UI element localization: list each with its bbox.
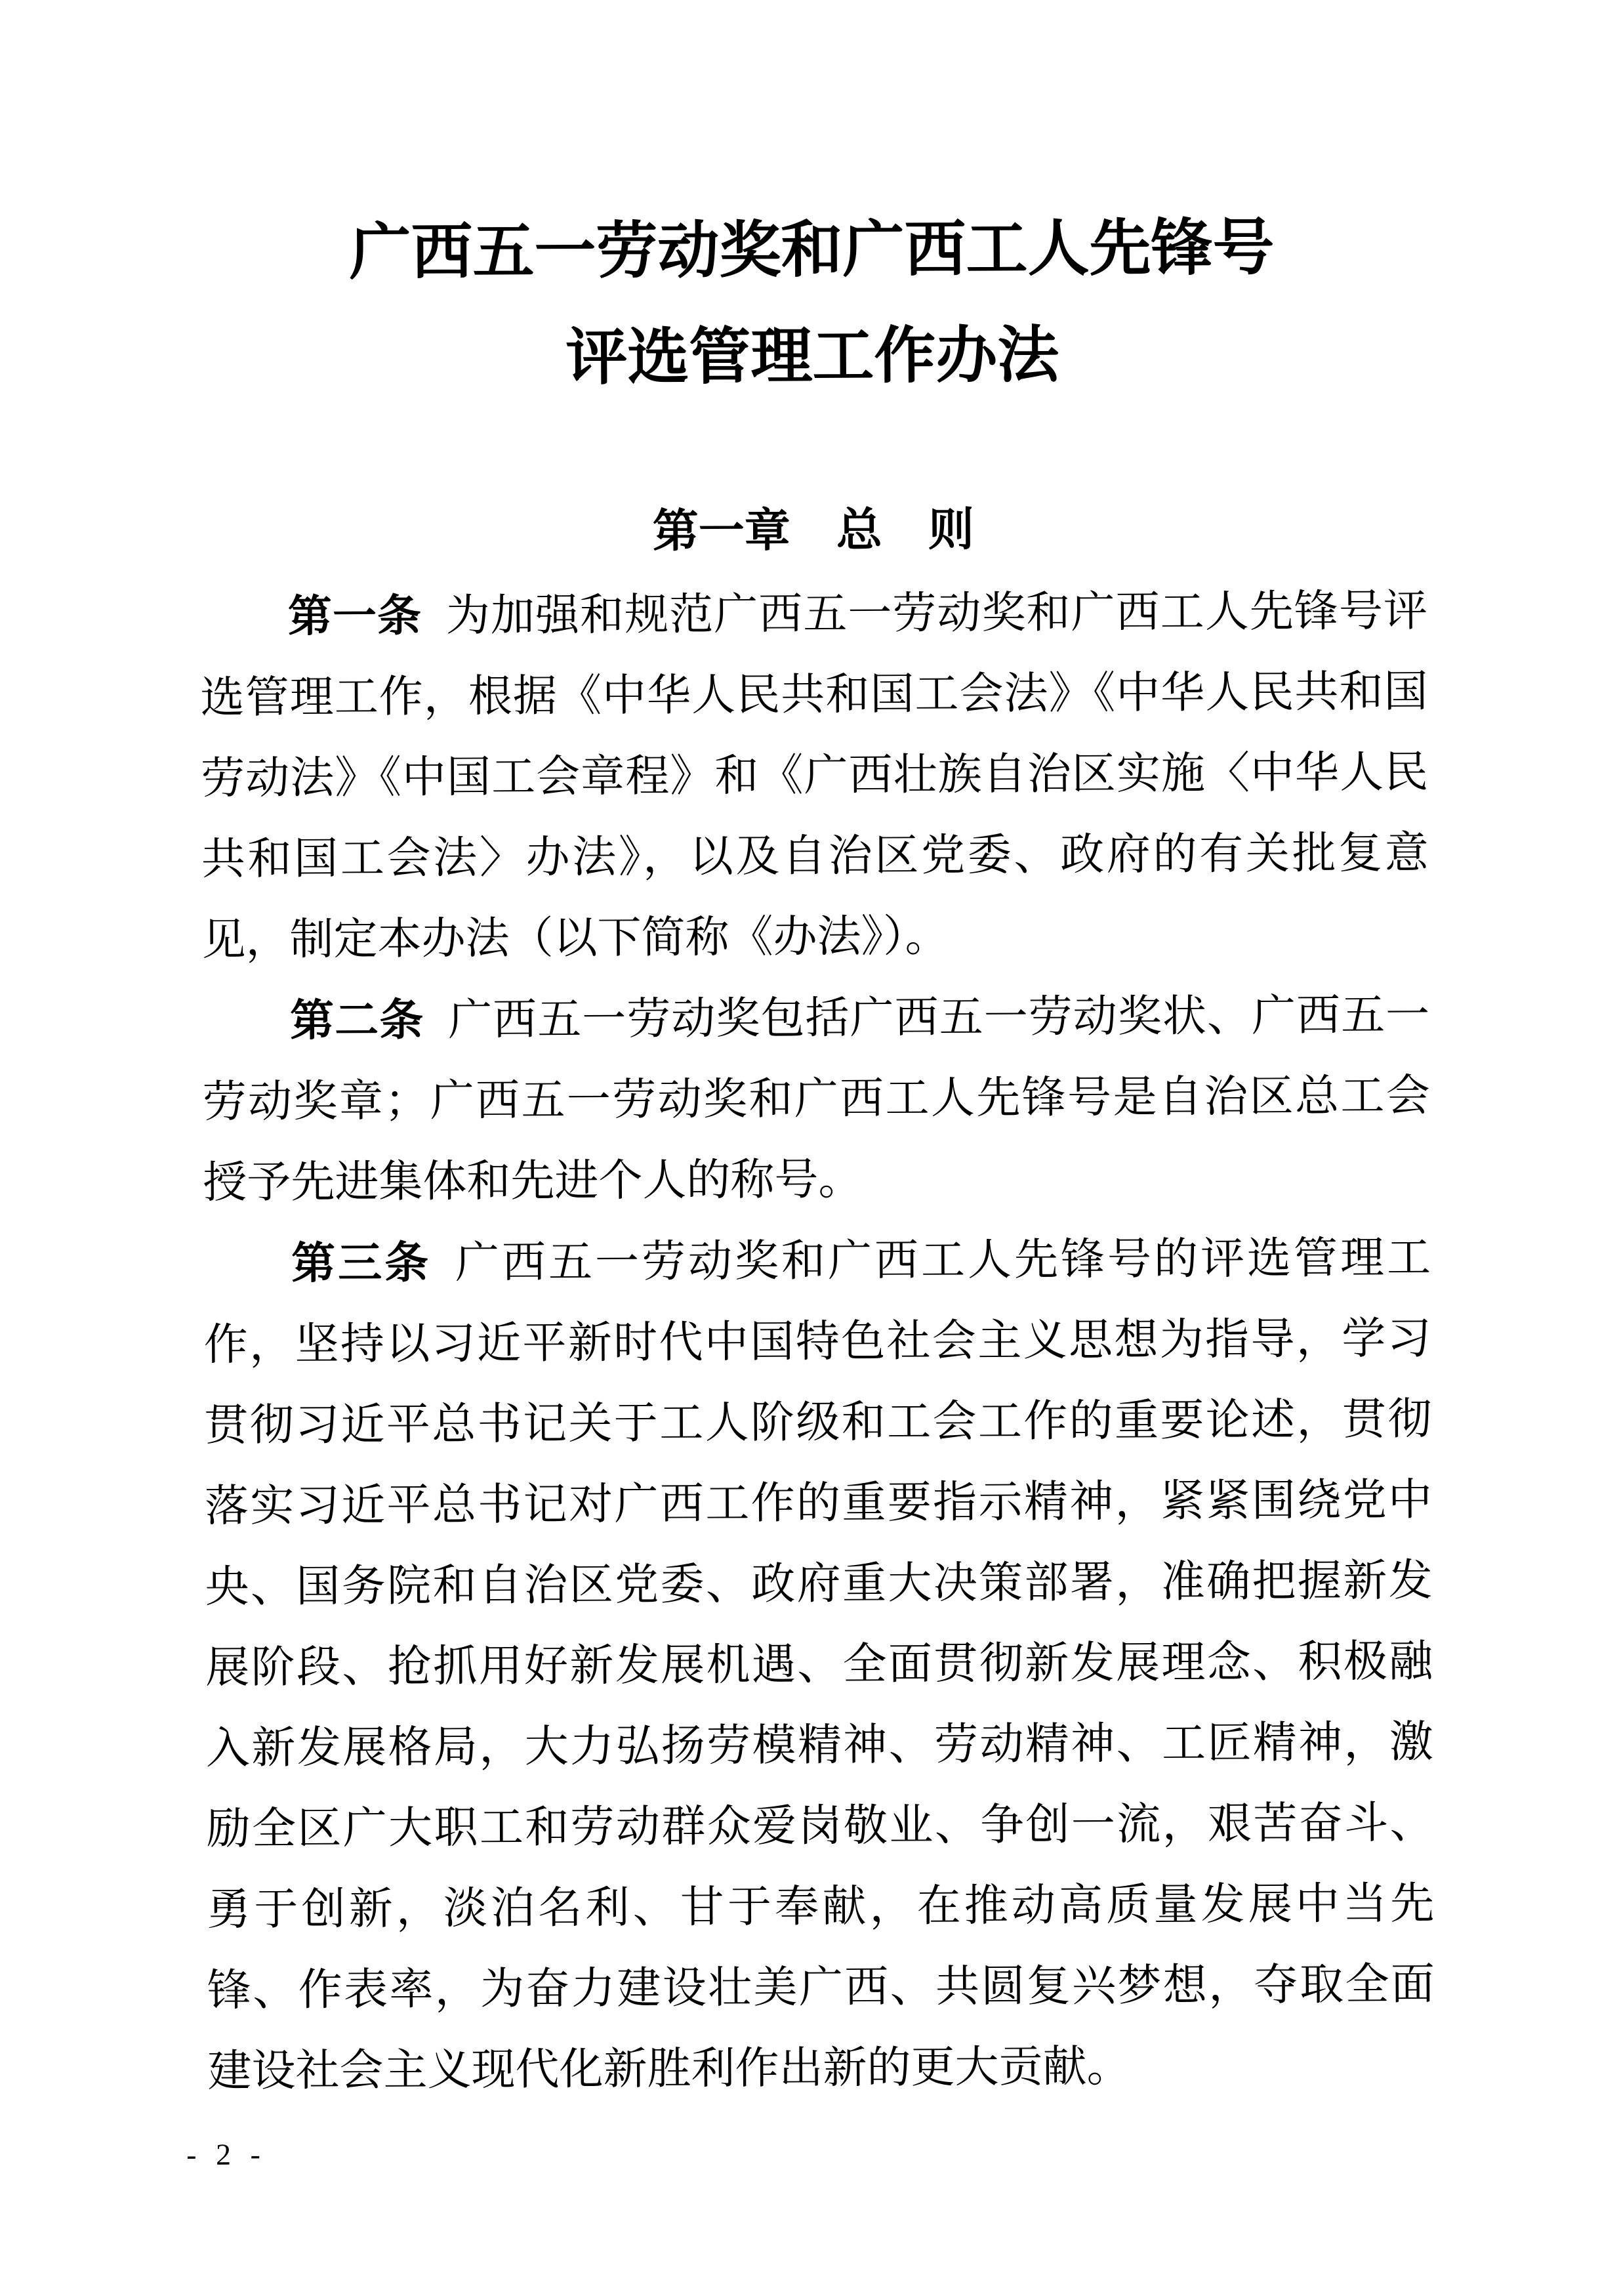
document-body <box>200 570 1435 2112</box>
paragraph-article-3 <box>203 1217 1435 2112</box>
document-title <box>198 194 1427 413</box>
article-2-label: 第二条 <box>289 995 424 1046</box>
page-content <box>186 0 1435 2172</box>
article-3-text: 广西五一劳动奖和广西工人先锋号的评选管理工作，坚持以习近平新时代中国特色社会主义思想为指导，学习贯彻习近平总书记关于工人阶级和工会工作的重要论述，贯彻落实习近平总书记对广西工作的重要指示精神，紧紧围绕党中央、国务院和自治区党委、政府重大决策部署，准确把握新发展阶段、抢抓用好新发展机遇、全面贯彻新发展理念、积极融入新发展格局，大力弘扬劳模精神、劳动精神、工匠精神，激励全区广大职工和劳动群众爱岗敬业、争创一流，艰苦奋斗、勇于创新，淡泊名利、甘于奉献，在推动高质量发展中当先锋、作表率，为奋力建设壮美广西、共圆复兴梦想，夺取全面建设社会主义现代化新胜利作出新的更大贡献。 <box>203 1234 1435 2096</box>
article-1-label: 第一条 <box>287 591 422 642</box>
article-3-label: 第三条 <box>291 1238 432 1289</box>
page-number: - 2 - <box>186 2137 266 2172</box>
paragraph-article-2 <box>202 974 1431 1224</box>
document-title-line-2: 评选管理工作办法 <box>565 320 1059 392</box>
chapter-heading: 第一章 总 则 <box>652 503 974 557</box>
article-2-text: 广西五一劳动奖包括广西五一劳动奖状、广西五一劳动奖章；广西五一劳动奖和广西工人先锋号是自治区总工会授予先进集体和先进个人的称号。 <box>202 991 1430 1207</box>
paragraph-article-1 <box>200 570 1429 981</box>
document-title-line-1: 广西五一劳动奖和广西工人先锋号 <box>349 213 1275 287</box>
article-1-text: 为加强和规范广西五一劳动奖和广西工人先锋号评选管理工作，根据《中华人民共和国工会法》《中华人民共和国劳动法》《中国工会章程》和《广西壮族自治区实施〈中华人民共和国工会法〉办法》，以及自治区党委、政府的有关批复意见，制定本办法（以下简称《办法》）。 <box>200 587 1429 965</box>
